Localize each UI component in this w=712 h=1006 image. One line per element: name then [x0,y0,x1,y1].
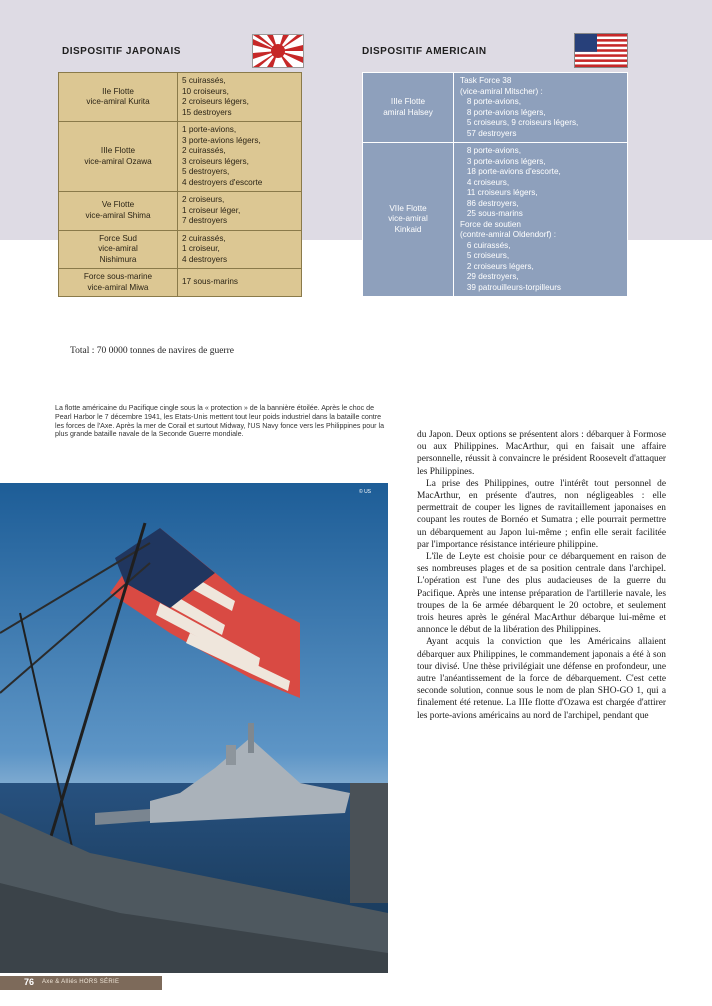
american-forces-table [362,72,628,297]
japanese-forces-table [58,72,302,297]
fleet-ships: 1 porte-avions, 3 porte-avions légers, 2 cuirassés, 3 croiseurs légers, 5 destroyers, 4 destroyers d'escorte [178,122,302,192]
american-heading: DISPOSITIF AMERICAIN [362,46,487,57]
fleet-ships: 2 cuirassés, 1 croiseur, 4 destroyers [178,230,302,269]
page-number: 76 [24,977,35,987]
fleet-ships: 2 croiseurs, 1 croiseur léger, 7 destroyers [178,192,302,231]
japanese-heading: DISPOSITIF JAPONAIS [62,46,181,57]
fleet-ships: 8 porte-avions, 3 porte-avions légers, 18 porte-avions d'escorte, 4 croiseurs, 11 croiseurs légers, 86 destroyers, 25 sous-marins Force de soutien (contre-amiral Oldendorf) : 6 cuirassés, 5 croiseurs, 2 croiseurs légers, 29 destroyers, 39 patrouilleurs-torpilleurs [454,143,628,297]
fleet-name: VIIe Flotte vice-amiral Kinkaid [363,143,454,297]
fleet-ships: 17 sous-marins [178,269,302,297]
american-flag-icon [574,33,628,68]
article-body [417,429,666,722]
fleet-name: Force sous-marine vice-amiral Miwa [59,269,178,297]
article-paragraph: Ayant acquis la conviction que les Américains allaient débarquer aux Philippines, le commandement japonais a été à son tour divisé. Une thèse privilégiait une défense en profondeur, une autre l'anéantissement de la force de débarquement. C'est cette seconde solution, connue sous le nom de plan SHO-GO 1, qui a finalement été retenue. La IIIe flotte d'Ozawa est chargée d'attirer les porte-avions américains au nord de l'archipel, pendant que [417,637,666,721]
fleet-name: IIIe Flotte vice-amiral Ozawa [59,122,178,192]
table-row [59,122,302,192]
article-paragraph: L'île de Leyte est choisie pour ce débarquement en raison de ses nombreuses plages et de sa position centrale dans l'archipel. L'opération est l'une des plus audacieuses de la guerre du Pacifique. Après une intense préparation de l'artillerie navale, les troupes de la 6e armée débarquent le 20 octobre, et seulement trois heures après le général MacArthur débarque lui-même et annonce le début de la libération des Philippines. [417,552,666,636]
article-paragraph: du Japon. Deux options se présentent alors : débarquer à Formose ou aux Philippines. MacArthur, qui en faisait une affaire personnelle, réussit à convaincre le président Roosevelt d'attaquer les Philippines. [417,430,666,477]
fleet-name: IIIe Flotte amiral Halsey [363,73,454,143]
japanese-total: Total : 70 0000 tonnes de navires de guerre [70,346,234,356]
fleet-name: Force Sud vice-amiral Nishimura [59,230,178,269]
fleet-ships: Task Force 38 (vice-amiral Mitscher) : 8 porte-avions, 8 porte-avions légers, 5 croiseurs, 9 croiseurs légers, 57 destroyers [454,73,628,143]
article-paragraph: La prise des Philippines, outre l'intérêt tout personnel de MacArthur, en présente d'autres, non négligeables : elle permettrait de couper les lignes de ravitaillement japonaises en coupant les routes de Bornéo et Sumatra ; elle pourrait permettre un débarquement au Japon lui-même ; enfin elle serait facilitée par l'importance résistance intérieure philippine. [417,478,666,550]
fleet-name: IIe Flotte vice-amiral Kurita [59,73,178,122]
table-row [363,143,628,297]
photo-credit: © US [359,489,372,495]
table-row [363,73,628,143]
photo-caption: La flotte américaine du Pacifique cingle sous la « protection » de la bannière étoilée. Après le choc de Pearl Harbor le 7 décembre 1941, les Etats-Unis mettent tout leur poids industriel dans la bataille contre les forces de l'Axe. Après la mer de Corail et surtout Midway, l'US Navy fonce vers les Philippines pour la plus grande bataille navale de la Seconde Guerre mondiale. [55,404,385,439]
japanese-flag-icon [252,34,304,68]
table-row [59,73,302,122]
journal-name: Axe & Alliés HORS SÉRIE [42,979,120,985]
flag-ship-photo [0,483,388,973]
table-row [59,230,302,269]
fleet-ships: 5 cuirassés, 10 croiseurs, 2 croiseurs légers, 15 destroyers [178,73,302,122]
table-row [59,192,302,231]
table-row [59,269,302,297]
fleet-name: Ve Flotte vice-amiral Shima [59,192,178,231]
